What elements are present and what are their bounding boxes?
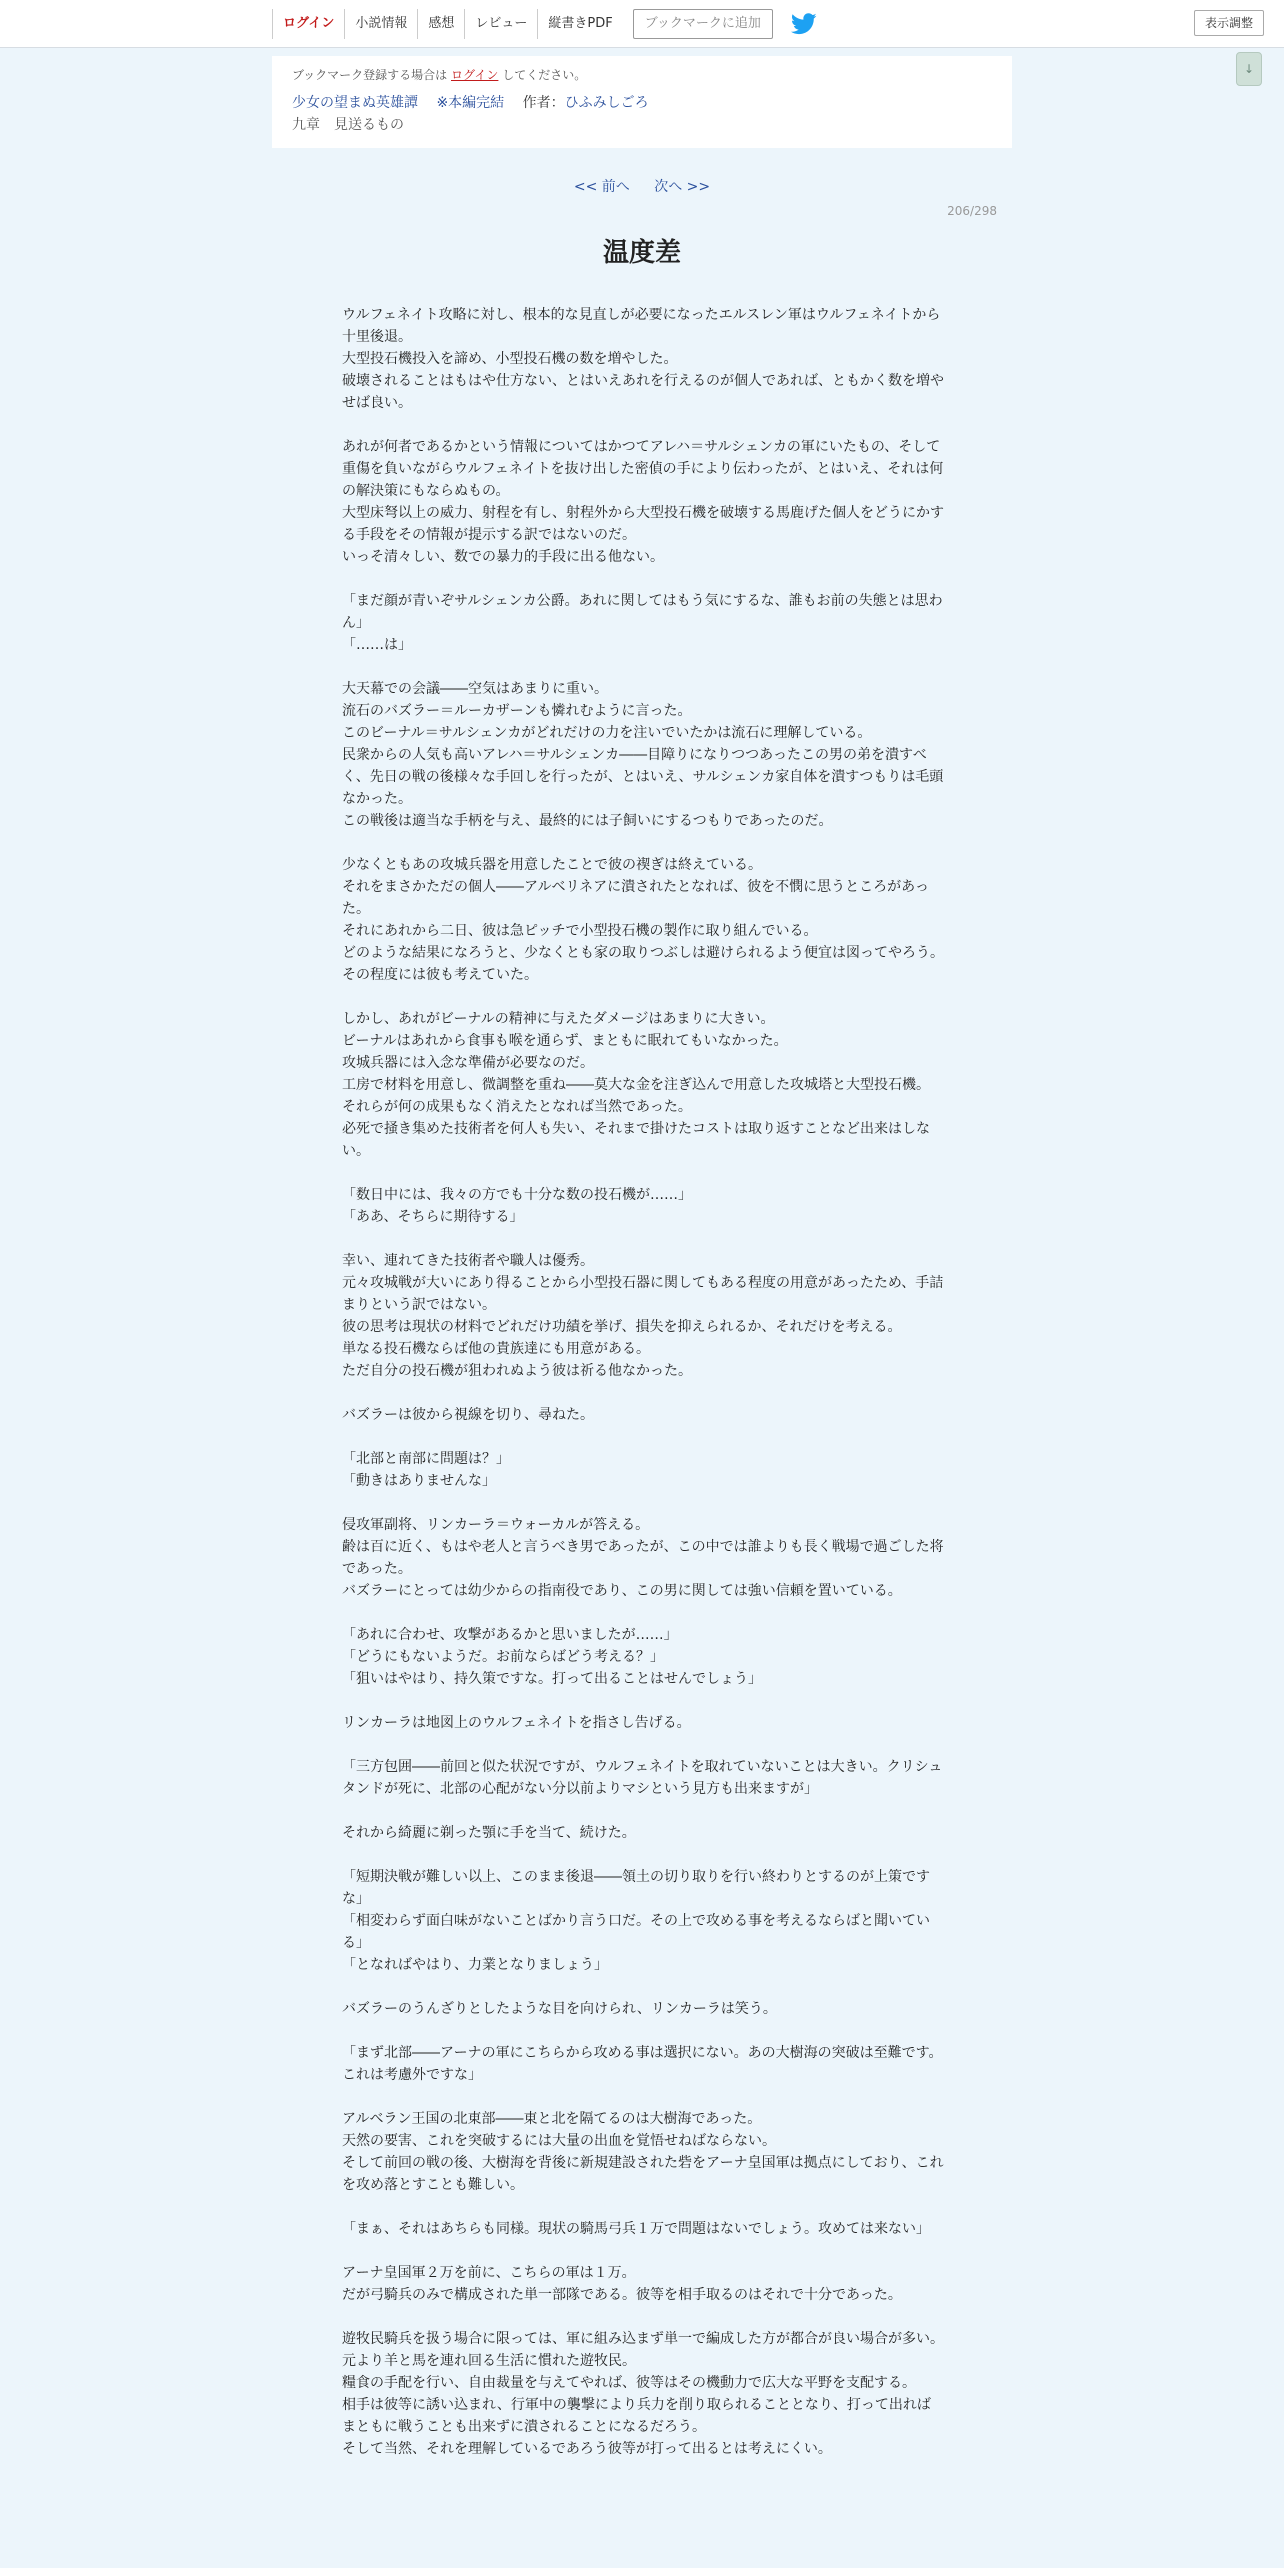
novel-paragraph: あれが何者であるかという情報についてはかつてアレハ＝サルシェンカの軍にいたもの、そして重傷を負いながらウルフェネイトを抜け出した密偵の手により伝わったが、とはいえ、それは何の解決策にもならぬもの。 [342, 439, 944, 499]
novel-paragraph: 流石のバズラー＝ルーカザーンも憐れむように言った。 [342, 703, 692, 719]
nav-impressions[interactable]: 感想 [417, 9, 464, 39]
blank-line [342, 2240, 944, 2262]
episode-pager [0, 176, 1284, 196]
novel-paragraph: それをまさかただの個人――アルベリネアに潰されたとなれば、彼を不憫に思うところがあった。 [342, 879, 930, 917]
novel-paragraph: 齢は百に近く、もはや老人と言うべき男であったが、この中では誰よりも長く戦場で過ごした将であった。 [342, 1539, 944, 1577]
blank-line [342, 1734, 944, 1756]
novel-paragraph: 民衆からの人気も高いアレハ＝サルシェンカ――目障りになりつつあったこの男の弟を潰すべく、先日の戦の後様々な手回しを行ったが、とはいえ、サルシェンカ家自体を潰すつもりは毛頭なかった。 [342, 747, 944, 807]
notice-suffix: してください。 [502, 68, 587, 82]
prev-episode-link[interactable]: << 前へ [573, 179, 630, 195]
episode-count: 206/298 [947, 204, 997, 218]
novel-paragraph: 攻城兵器には入念な準備が必要なのだ。 [342, 1055, 594, 1071]
blank-line [342, 1976, 944, 1998]
twitter-icon[interactable] [791, 13, 817, 35]
novel-paragraph: 必死で掻き集めた技術者を何人も失い、それまで掛けたコストは取り返すことなど出来はしない。 [342, 1121, 930, 1159]
novel-paragraph: 「どうにもないようだ。お前ならばどう考える？」 [342, 1649, 664, 1665]
novel-paragraph: 単なる投石機ならば他の貴族達にも用意がある。 [342, 1341, 650, 1357]
novel-paragraph: 相手は彼等に誘い込まれ、行軍中の襲撃により兵力を削り取られることとなり、打って出ればまともに戦うことも出来ずに潰されることになるだろう。 [342, 2397, 931, 2435]
blank-line [342, 2306, 944, 2328]
novel-paragraph: バズラーは彼から視線を切り、尋ねた。 [342, 1407, 594, 1423]
blank-line [342, 1426, 944, 1448]
episode-title: 温度差 [602, 238, 681, 268]
top-header [0, 0, 1284, 48]
novel-paragraph: 「相変わらず面白味がないことばかり言う口だ。その上で攻める事を考えるならばと聞いている」 [342, 1913, 930, 1951]
notice-login-link[interactable]: ログイン [451, 68, 499, 82]
display-settings-button[interactable]: 表示調整 [1194, 10, 1264, 36]
novel-paragraph: 少なくともあの攻城兵器を用意したことで彼の禊ぎは終えている。 [342, 857, 762, 873]
novel-paragraph: 大型投石機投入を諦め、小型投石機の数を増やした。 [342, 351, 678, 367]
novel-paragraph: その程度には彼も考えていた。 [342, 967, 538, 983]
novel-paragraph: 工房で材料を用意し、微調整を重ね――莫大な金を注ぎ込んで用意した攻城塔と大型投石機。 [342, 1077, 930, 1093]
blank-line [342, 568, 944, 590]
novel-paragraph: 「三方包囲――前回と似た状況ですが、ウルフェネイトを取れていないことは大きい。クリシュタンドが死に、北部の心配がない分以前よりマシという見方も出来ますが」 [342, 1759, 943, 1797]
blank-line [342, 1492, 944, 1514]
novel-paragraph: 天然の要害、これを突破するには大量の出血を覚悟せねばならない。 [342, 2133, 776, 2149]
scroll-down-button[interactable]: ↓ [1236, 52, 1262, 86]
novel-paragraph: 破壊されることはもはや仕方ない、とはいえあれを行えるのが個人であれば、ともかく数を増やせば良い。 [342, 373, 944, 411]
novel-paragraph: バズラーにとっては幼少からの指南役であり、この男に関しては強い信頼を置いている。 [342, 1583, 902, 1599]
novel-paragraph: 元より羊と馬を連れ回る生活に慣れた遊牧民。 [342, 2353, 636, 2369]
blank-line [342, 986, 944, 1008]
novel-paragraph: 「北部と南部に問題は？」 [342, 1451, 510, 1467]
novel-paragraph: 「動きはありませんな」 [342, 1473, 496, 1489]
blank-line [342, 414, 944, 436]
novel-paragraph: 元々攻城戦が大いにあり得ることから小型投石器に関してもある程度の用意があったため、手詰まりという訳ではない。 [342, 1275, 944, 1313]
series-title-link[interactable]: 少女の望まぬ英雄譚 [292, 95, 418, 111]
add-bookmark-button[interactable]: ブックマークに追加 [633, 9, 773, 39]
blank-line [342, 1602, 944, 1624]
chapter-title: 九章 見送るもの [292, 117, 404, 133]
novel-paragraph: ビーナルはあれから食事も喉を通らず、まともに眠れてもいなかった。 [342, 1033, 788, 1049]
novel-paragraph: バズラーのうんざりとしたような目を向けられ、リンカーラは笑う。 [342, 2001, 777, 2017]
novel-paragraph: 「ああ、そちらに期待する」 [342, 1209, 524, 1225]
novel-paragraph: 幸い、連れてきた技術者や職人は優秀。 [342, 1253, 594, 1269]
novel-paragraph: 「狙いはやはり、持久策ですな。打って出ることはせんでしょう」 [342, 1671, 762, 1687]
blank-line [342, 1844, 944, 1866]
blank-line [342, 2086, 944, 2108]
author-link[interactable]: ひふみしごろ [564, 95, 649, 111]
novel-paragraph: 大型床弩以上の威力、射程を有し、射程外から大型投石機を破壊する馬鹿げた個人をどうにかする手段をその情報が提示する訳ではないのだ。 [342, 505, 944, 543]
novel-paragraph: 彼の思考は現状の材料でどれだけ功績を挙げ、損失を抑えられるか、それだけを考える。 [342, 1319, 902, 1335]
blank-line [342, 832, 944, 854]
novel-paragraph: ただ自分の投石機が狙われぬよう彼は祈る他なかった。 [342, 1363, 692, 1379]
author-label: 作者： [522, 95, 565, 111]
blank-line [342, 1690, 944, 1712]
novel-paragraph: 「……は」 [342, 637, 412, 653]
novel-paragraph: 大天幕での会議――空気はあまりに重い。 [342, 681, 608, 697]
blank-line [342, 1228, 944, 1250]
completion-status: ※本編完結 [436, 95, 505, 111]
next-episode-link[interactable]: 次へ >> [654, 179, 711, 195]
novel-paragraph: それから綺麗に剃った顎に手を当て、続けた。 [342, 1825, 636, 1841]
novel-paragraph: それにあれから二日、彼は急ピッチで小型投石機の製作に取り組んでいる。 [342, 923, 818, 939]
series-line [292, 92, 992, 114]
novel-paragraph: このビーナル＝サルシェンカがどれだけの力を注いでいたかは流石に理解している。 [342, 725, 872, 741]
novel-paragraph: しかし、あれがビーナルの精神に与えたダメージはあまりに大きい。 [342, 1011, 775, 1027]
nav-vertical-pdf[interactable]: 縦書きPDF [537, 9, 622, 39]
novel-paragraph: それらが何の成果もなく消えたとなれば当然であった。 [342, 1099, 692, 1115]
novel-info-box [272, 56, 1012, 148]
novel-paragraph: 「数日中には、我々の方でも十分な数の投石機が……」 [342, 1187, 692, 1203]
novel-paragraph: 「となればやはり、力業となりましょう」 [342, 1957, 608, 1973]
novel-paragraph: そして前回の戦の後、大樹海を背後に新規建設された砦をアーナ皇国軍は拠点にしており、これを攻め落とすことも難しい。 [342, 2155, 944, 2193]
blank-line [342, 1800, 944, 1822]
novel-paragraph: この戦後は適当な手柄を与え、最終的には子飼いにするつもりであったのだ。 [342, 813, 833, 829]
novel-paragraph: 「まだ顔が青いぞサルシェンカ公爵。あれに関してはもう気にするな、誰もお前の失態とは思わん」 [342, 593, 943, 631]
blank-line [342, 2196, 944, 2218]
novel-paragraph: アーナ皇国軍２万を前に、こちらの軍は１万。 [342, 2265, 636, 2281]
novel-body [342, 304, 944, 2460]
novel-paragraph: リンカーラは地図上のウルフェネイトを指さし告げる。 [342, 1715, 691, 1731]
nav-login[interactable]: ログイン [272, 9, 344, 39]
nav-review[interactable]: レビュー [464, 9, 537, 39]
blank-line [342, 656, 944, 678]
blank-line [342, 1162, 944, 1184]
novel-paragraph: 「まず北部――アーナの軍にこちらから攻める事は選択にない。あの大樹海の突破は至難です。これは考慮外ですな」 [342, 2045, 943, 2083]
notice-prefix: ブックマーク登録する場合は [292, 68, 448, 82]
novel-paragraph: 「あれに合わせ、攻撃があるかと思いましたが……」 [342, 1627, 678, 1643]
nav-novel-info[interactable]: 小説情報 [344, 9, 417, 39]
novel-paragraph: 糧食の手配を行い、自由裁量を与えてやれば、彼等はその機動力で広大な平野を支配する。 [342, 2375, 916, 2391]
blank-line [342, 2020, 944, 2042]
novel-paragraph: 「まぁ、それはあちらも同様。現状の騎馬弓兵１万で問題はないでしょう。攻めては来ない」 [342, 2221, 930, 2237]
novel-paragraph: 遊牧民騎兵を扱う場合に限っては、軍に組み込まず単一で編成した方が都合が良い場合が多い。 [342, 2331, 944, 2347]
novel-paragraph: いっそ清々しい、数での暴力的手段に出る他ない。 [342, 549, 664, 565]
novel-paragraph: そして当然、それを理解しているであろう彼等が打って出るとは考えにくい。 [342, 2441, 832, 2457]
blank-line [342, 1382, 944, 1404]
novel-paragraph: ウルフェネイト攻略に対し、根本的な見直しが必要になったエルスレン軍はウルフェネイトから十里後退。 [342, 307, 941, 345]
novel-paragraph: どのような結果になろうと、少なくとも家の取りつぶしは避けられるよう便宜は図ってやろう。 [342, 945, 944, 961]
bookmark-notice [292, 64, 992, 86]
novel-paragraph: 「短期決戦が難しい以上、このまま後退――領土の切り取りを行い終わりとするのが上策ですな」 [342, 1869, 930, 1907]
novel-paragraph: 侵攻軍副将、リンカーラ＝ウォーカルが答える。 [342, 1517, 650, 1533]
novel-paragraph: だが弓騎兵のみで構成された単一部隊である。彼等を相手取るのはそれで十分であった。 [342, 2287, 902, 2303]
novel-paragraph: アルベラン王国の北東部――東と北を隔てるのは大樹海であった。 [342, 2111, 762, 2127]
main-nav [272, 9, 817, 39]
